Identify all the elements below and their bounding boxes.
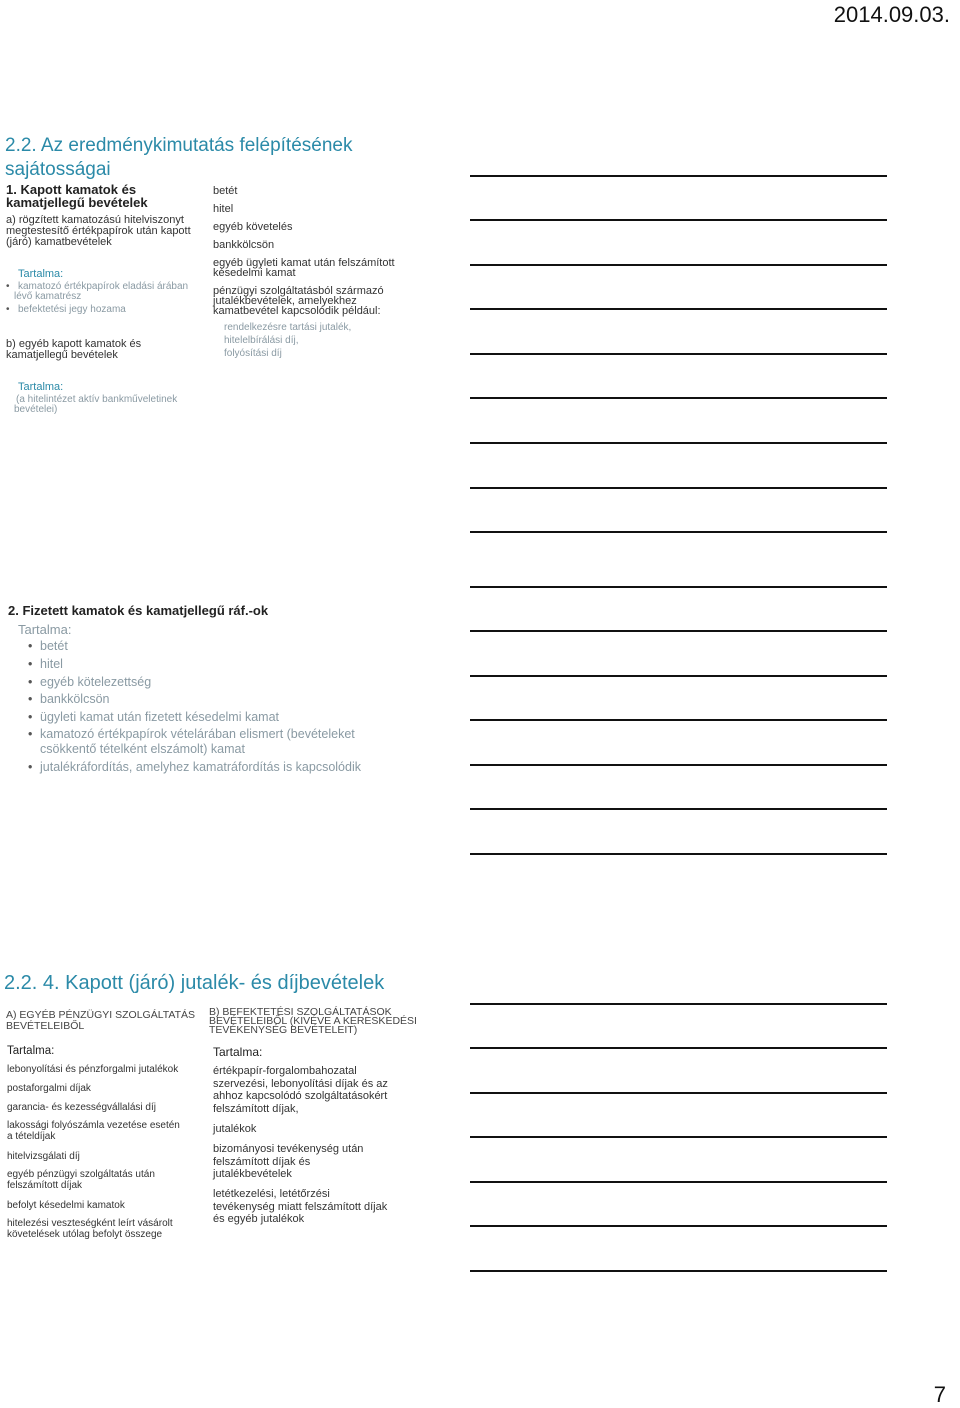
page-date: 2014.09.03. [833,2,950,27]
note-line-rule [470,531,887,533]
note-line: (a hitelintézet aktív bankműveletinek [16,394,178,405]
list-item-line: felszámított díjak és [213,1155,311,1168]
heading-line: BEVÉTELEIBŐL (KIVÉVE A KERESKEDÉSI [209,1015,417,1027]
list-item: lebonyolítási és pénzforgalmi jutalékok [7,1064,179,1075]
note-line-rule [470,675,887,677]
section-note [16,395,177,415]
sub-list [224,321,351,360]
list-item-line: egyéb ügyleti kamat után felszámított [213,257,395,269]
heading-line: BEVÉTELEIBŐL [6,1020,85,1032]
list-item-line: felszámított díjak, [213,1102,299,1115]
note-line-rule [470,175,887,177]
list-item-line: lakossági folyószámla vezetése esetén [7,1120,180,1131]
list-item: jutalékok [213,1123,257,1135]
list-item [40,692,110,706]
note-line-rule [470,219,887,221]
list-item-line: értékpapír-forgalombahozatal [213,1065,357,1077]
section-a-line: (járó) kamatbevételek [6,236,112,248]
note-line-rule [470,353,887,355]
list-item-text: hitel [40,657,63,671]
list-item [7,1120,180,1142]
slide-1-heading [6,183,148,209]
list-item-line: bizományosi tevékenység után [213,1143,364,1155]
tartalma-label: Tartalma: [18,622,72,637]
bullet-line: kamatozó értékpapírok eladási árában [18,281,189,292]
list-item [7,1218,173,1240]
list-item-text: ügyleti kamat után fizetett késedelmi kamat [40,710,280,724]
slide-3-right-heading [209,1008,417,1035]
note-line-rule [470,1136,887,1138]
note-line-rule [470,1003,887,1005]
list-item [40,675,151,689]
note-line-rule [470,853,887,855]
note-line-rule [470,808,887,810]
list-item: garancia- és kezességvállalási díj [7,1102,156,1113]
sub-list-item: hitelelbírálási díj, [224,335,299,346]
tartalma-label: Tartalma: [213,1045,263,1059]
list-item [7,1169,155,1191]
bullet-line: befektetési jegy hozama [18,304,126,315]
note-line-rule [470,264,887,266]
list-item-line: kamatozó értékpapírok vételárában elismert (bevételeket [40,727,355,741]
list-item-line: csökkentő tételként elszámolt) kamat [40,742,245,756]
list-item-line: kamatbevétel kapcsolódik például: [213,305,381,317]
note-line-rule [470,1225,887,1227]
list-item-line: követelések utólag befolyt összege [7,1229,163,1240]
heading-line: TEVÉKENYSÉG BEVÉTELEIT) [209,1024,358,1036]
heading-line: A) EGYÉB PÉNZÜGYI SZOLGÁLTATÁS [6,1009,196,1021]
note-line-rule [470,1270,887,1272]
note-line-rule [470,1047,887,1049]
slide-3-left-heading [6,1010,195,1032]
list-item [213,286,384,316]
list-item [40,639,68,653]
list-item [40,657,63,671]
list-item-line: késedelmi kamat [213,267,296,279]
bullet-item-cont: lévő kamatrész [14,291,82,302]
note-line-rule [470,1181,887,1183]
slide-3-title: 2.2. 4. Kapott (járó) jutalék- és díjbevételek [4,972,385,994]
list-item-text: jutalékráfordítás, amelyhez kamatráfordítás is kapcsolódik [40,760,361,774]
list-item-line: jutalékbevételek [213,1168,292,1180]
slide-1-title [5,134,352,182]
list-item-line: jutalékbevételek, amelyekhez [213,295,357,307]
list-item [40,710,279,724]
note-line-rule [470,308,887,310]
note-line: bevételei) [14,404,58,415]
note-line-rule [470,630,887,632]
slide-2-heading: 2. Fizetett kamatok és kamatjellegű ráf.-ok [8,603,269,618]
section-a-line: megtestesítő értékpapírok után kapott [6,225,191,237]
tartalma-label: Tartalma: [18,268,64,280]
list-item: egyéb követelés [213,221,293,233]
list-item-line: hitelezési veszteségként leírt vásárolt [7,1218,173,1229]
section-a [6,215,191,248]
note-line-rule [470,397,887,399]
page-number: 7 [933,1382,946,1407]
sub-list-item: folyósítási díj [224,348,282,359]
note-line-rule [470,719,887,721]
sub-list-item: rendelkezésre tartási jutalék, [224,322,352,333]
list-item [213,1065,388,1115]
list-item [213,1143,363,1181]
section-b [6,339,141,361]
list-item-line: tevékenység miatt felszámított díjak [213,1200,388,1213]
list-item-text: bankkölcsön [40,692,110,706]
section-a-line: a) rögzített kamatozású hitelviszonyt [6,214,184,226]
list-item-line: pénzügyi szolgáltatásból származó [213,285,384,297]
list-item-text: egyéb kötelezettség [40,675,152,689]
heading-line: B) BEFEKTETÉSI SZOLGÁLTATÁSOK [209,1006,392,1018]
list-item: postaforgalmi díjak [7,1083,91,1094]
list-item-line: ahhoz kapcsolódó szolgáltatásokért [213,1090,388,1102]
list-item: hitelvizsgálati díj [7,1151,80,1162]
list-item-line: és egyéb jutalékok [213,1213,305,1225]
heading-line: 1. Kapott kamatok és [6,182,137,197]
tartalma-label: Tartalma: [7,1045,55,1057]
list-item-line: letétkezelési, letétőrzési [213,1188,330,1200]
note-line-rule [470,487,887,489]
list-item-line: szervezési, lebonyolítási díjak és az [213,1077,388,1090]
section-b-line: kamatjellegű bevételek [6,349,118,361]
tartalma-label: Tartalma: [18,381,64,393]
section-b-line: b) egyéb kapott kamatok és [6,338,142,350]
list-item-line: felszámított díjak [7,1180,83,1191]
list-item [40,727,355,757]
list-item: befolyt késedelmi kamatok [7,1200,125,1211]
note-line-rule [470,764,887,766]
note-line-rule [470,442,887,444]
list-item [213,258,395,278]
list-item: betét [213,185,238,197]
list-item: bankkölcsön [213,239,275,251]
bullet-item [18,305,126,315]
list-item: hitel [213,203,234,215]
slide-1-title-line: sajátosságai [5,159,111,180]
list-item-line: a tételdíjak [7,1131,56,1142]
note-line-rule [470,1092,887,1094]
list-item-line: egyéb pénzügyi szolgáltatás után [7,1169,155,1180]
note-line-rule [470,586,887,588]
list-item-text: betét [40,639,68,653]
list-item [40,760,361,774]
list-item [213,1188,387,1226]
slide-1-title-line: 2.2. Az eredménykimutatás felépítésének [5,135,353,156]
heading-line: kamatjellegű bevételek [6,195,148,210]
